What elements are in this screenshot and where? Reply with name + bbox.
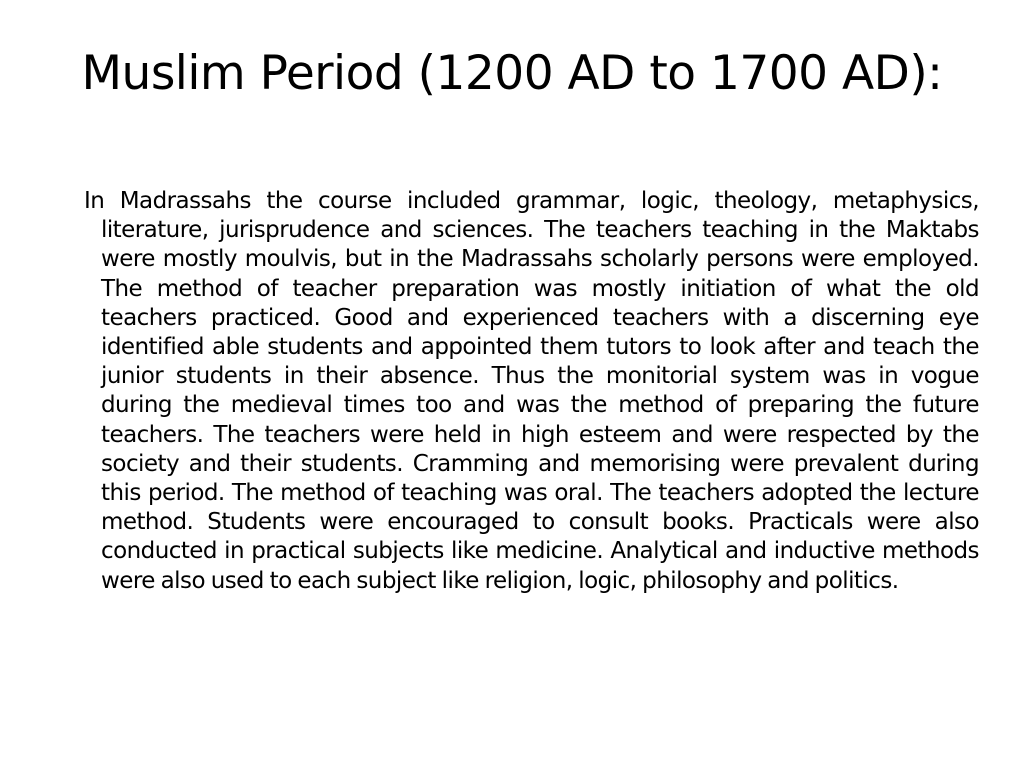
slide-body-text: In Madrassahs the course included grammar, logic, theology, metaphysics, literature, jurisprudence and sciences. The teachers teaching in the Maktabs were mostly moulvis, but in the Madrassahs scholarly persons were employed. The method of teacher preparation was mostly initiation of what the old teachers practiced. Good and experienced teachers with a discerning eye identified able students and appointed them tutors to look after and teach the junior students in their absence. Thus the monitorial system was in vogue during the medieval times too and was the method of preparing the future teachers. The teachers were held in high esteem and were respected by the society and their students. Cramming and memorising were prevalent during this period. The method of teaching was oral. The teachers adopted the lecture method. Students were encouraged to consult books. Practicals were also conducted in practical subjects like medicine. Analytical and inductive methods were also used to each subject like religion, logic, philosophy and politics. — [84, 188, 979, 594]
slide-title: Muslim Period (1200 AD to 1700 AD): — [81, 46, 943, 101]
